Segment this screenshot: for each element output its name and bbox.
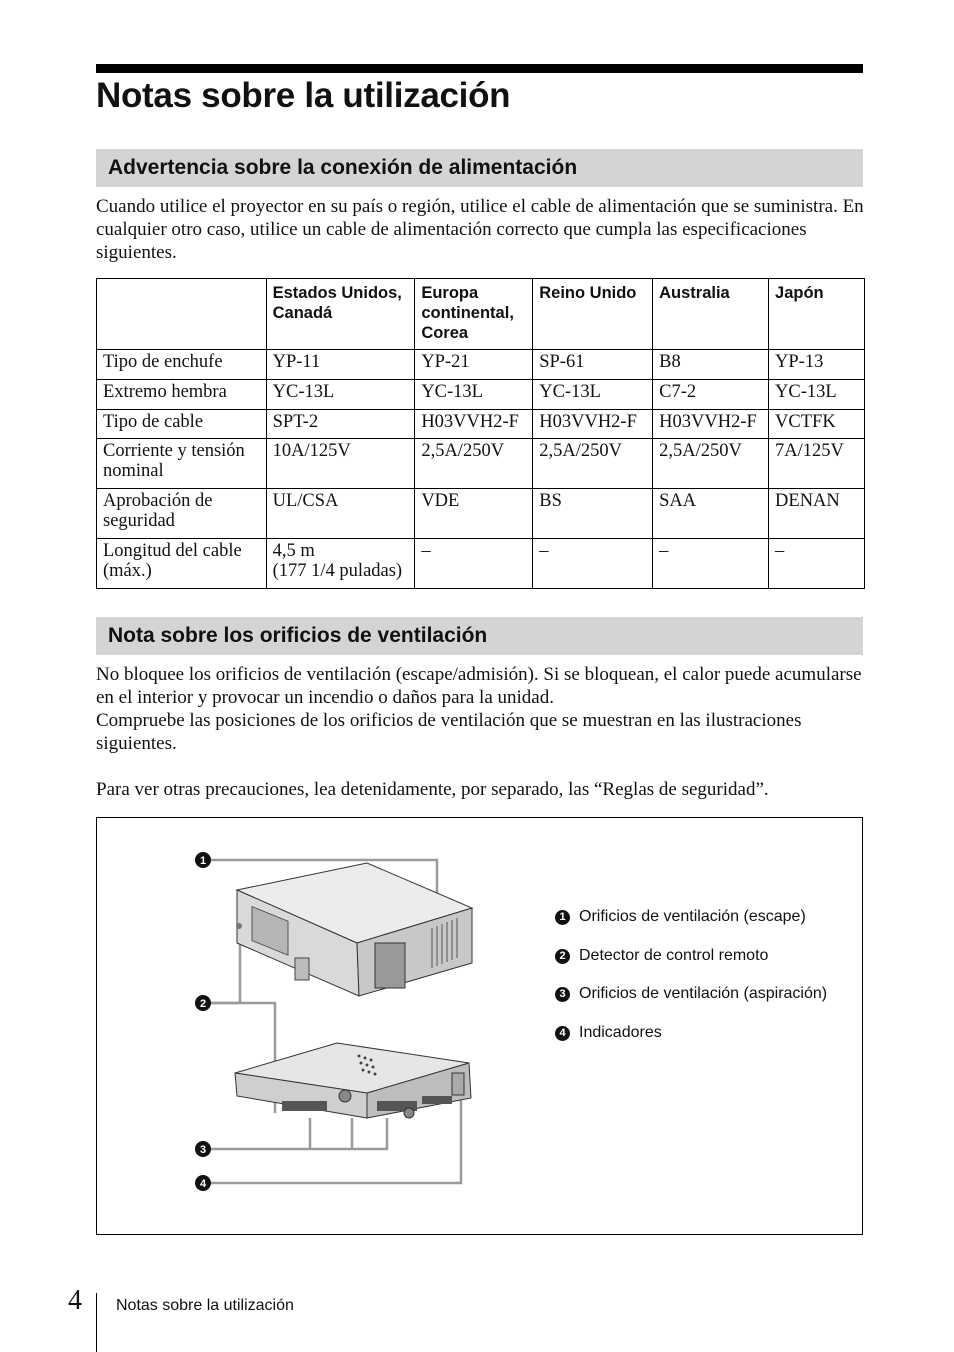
ventilation-para-1: No bloquee los orificios de ventilación (escape/admisión). Si se bloquean, el calor puede acumularse en el interior y provocar un incendio o daños para la unidad. (96, 664, 862, 708)
table-cell: BS (533, 489, 653, 539)
callout-4: 4 (199, 1178, 207, 1190)
legend-badge: 1 (555, 910, 570, 925)
section-heading-power (96, 149, 863, 187)
legend-text: Indicadores (579, 1024, 662, 1041)
table-cell: YC-13L (415, 380, 533, 410)
table-cell: – (769, 539, 865, 589)
table-cell: B8 (653, 350, 769, 380)
legend-item (555, 984, 827, 1004)
table-cell: YP-11 (266, 350, 415, 380)
table-cell: VDE (415, 489, 533, 539)
table-header-cell: Japón (769, 279, 865, 350)
legend-text: Orificios de ventilación (escape) (579, 908, 806, 925)
table-cell: Longitud del cable (máx.) (97, 539, 267, 589)
table-row (97, 410, 865, 439)
page-number: 4 (68, 1285, 82, 1316)
table-header-cell: Estados Unidos, Canadá (266, 279, 415, 350)
table-cell: SAA (653, 489, 769, 539)
table-header-row (97, 279, 865, 350)
table-cell: SP-61 (533, 350, 653, 380)
table-cell: YP-13 (769, 350, 865, 380)
table-cell: – (533, 539, 653, 589)
table-cell: VCTFK (769, 410, 865, 439)
power-intro (96, 195, 866, 264)
callout-2: 2 (199, 998, 207, 1010)
table-cell: Extremo hembra (97, 380, 267, 410)
section-heading-ventilation (96, 617, 863, 655)
table-cell: Tipo de cable (97, 410, 267, 439)
legend-item (555, 1023, 662, 1043)
table-cell: 2,5A/250V (415, 439, 533, 489)
table-cell: 2,5A/250V (653, 439, 769, 489)
callout-line-2a (211, 913, 240, 1003)
table-row (97, 539, 865, 589)
table-cell: UL/CSA (266, 489, 415, 539)
projector-bottom-view (235, 1043, 471, 1118)
table-header-cell: Reino Unido (533, 279, 653, 350)
legend-badge: 2 (555, 949, 570, 964)
table-row (97, 380, 865, 410)
section-heading-power-text: Advertencia sobre la conexión de alimentación (108, 156, 578, 179)
legend-text: Orificios de ventilación (aspiración) (579, 985, 828, 1002)
footer-divider (96, 1293, 97, 1352)
table-header-cell: Australia (653, 279, 769, 350)
ventilation-figure (96, 817, 863, 1235)
legend-badge: 3 (555, 987, 570, 1002)
section-heading-ventilation-text: Nota sobre los orificios de ventilación (108, 624, 488, 647)
ventilation-text (96, 663, 866, 801)
legend-text: Detector de control remoto (579, 947, 769, 964)
table-cell: – (415, 539, 533, 589)
table-cell: H03VVH2-F (415, 410, 533, 439)
table-header-cell (97, 279, 267, 350)
table-cell: Corriente y tensión nominal (97, 439, 267, 489)
table-cell: YC-13L (266, 380, 415, 410)
legend-item (555, 907, 806, 927)
table-cell: 10A/125V (266, 439, 415, 489)
table-cell: YC-13L (533, 380, 653, 410)
legend-badge: 4 (555, 1026, 570, 1041)
table-row (97, 489, 865, 539)
ventilation-para-3: Para ver otras precauciones, lea detenidamente, por separado, las “Reglas de seguridad”. (96, 779, 769, 800)
table-cell: 4,5 m (177 1/4 puladas) (266, 539, 415, 589)
callout-1: 1 (199, 855, 207, 867)
table-cell: 2,5A/250V (533, 439, 653, 489)
power-cord-spec-table (96, 278, 865, 589)
table-cell: Tipo de enchufe (97, 350, 267, 380)
projector-illustration (97, 818, 862, 1234)
ventilation-para-2: Compruebe las posiciones de los orificios de ventilación que se muestran en las ilustraciones siguientes. (96, 710, 802, 754)
legend-item (555, 946, 768, 966)
table-row (97, 439, 865, 489)
table-header-cell: Europa continental, Corea (415, 279, 533, 350)
table-row (97, 350, 865, 380)
table-cell: – (653, 539, 769, 589)
table-cell: C7-2 (653, 380, 769, 410)
table-cell: Aprobación de seguridad (97, 489, 267, 539)
table-cell: SPT-2 (266, 410, 415, 439)
power-intro-text: Cuando utilice el proyector en su país o región, utilice el cable de alimentación que se suministra. En cualquier otro caso, utilice un cable de alimentación correcto que cumpla las especificaciones siguientes. (96, 196, 864, 263)
footer-section-title: Notas sobre la utilización (116, 1297, 294, 1314)
callout-line-3 (211, 1118, 387, 1149)
figure-callouts (195, 852, 211, 1191)
table-cell: H03VVH2-F (533, 410, 653, 439)
table-cell: DENAN (769, 489, 865, 539)
table-cell: H03VVH2-F (653, 410, 769, 439)
callout-3: 3 (199, 1144, 207, 1156)
table-cell: YC-13L (769, 380, 865, 410)
page-title: Notas sobre la utilización (96, 76, 511, 115)
table-cell: YP-21 (415, 350, 533, 380)
table-cell: 7A/125V (769, 439, 865, 489)
